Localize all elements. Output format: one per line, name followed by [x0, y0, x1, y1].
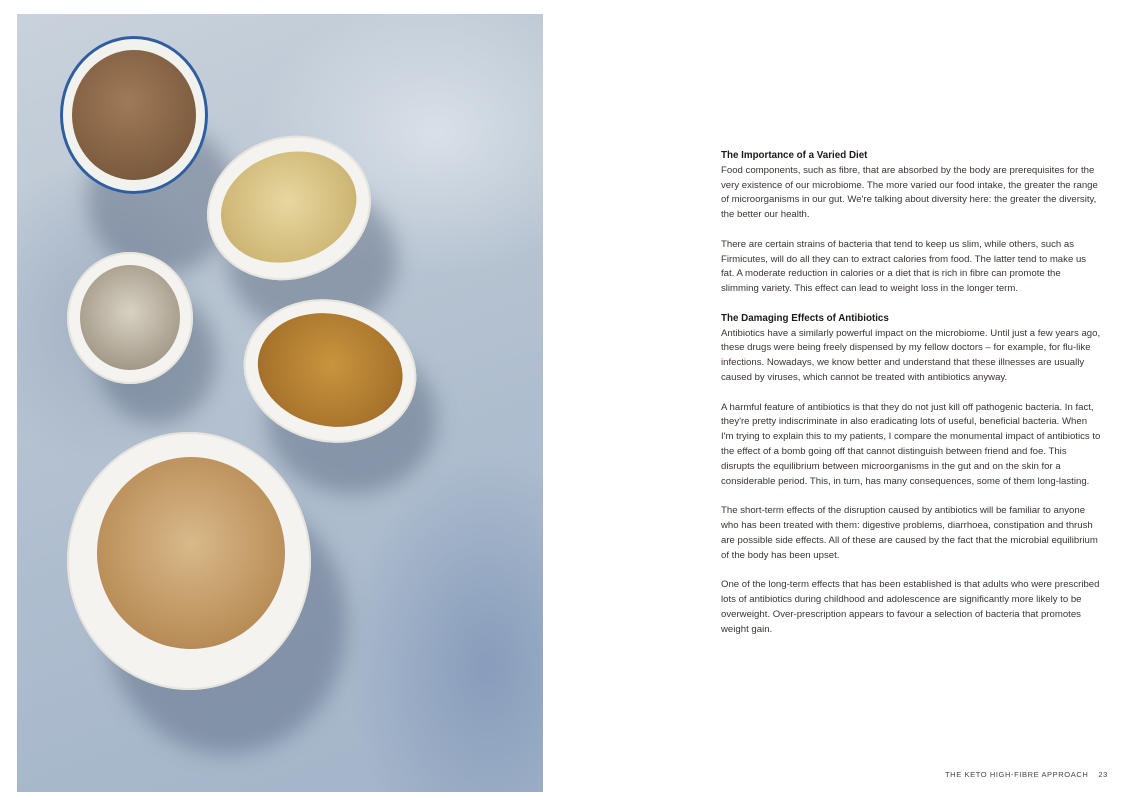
section-heading: The Importance of a Varied Diet: [721, 150, 868, 161]
paragraph: Antibiotics have a similarly powerful impact on the microbiome. Until just a few years ago, these drugs were being freely dispensed by my fellow doctors – for example, for flu-like infections. Nowadays, we know better and understand that these illnesses are usually caused by viruses, which cannot be treated with antibiotics anyway.: [721, 327, 1101, 383]
paragraph: The short-term effects of the disruption caused by antibiotics will be familiar to anyone who has been treated with them: digestive problems, diarrhoea, constipation and thrush are possible side effects. All of these are caused by the fact that the microbial equilibrium of the body has been upset.: [721, 505, 1098, 561]
body-text: [721, 149, 1101, 652]
lentils-bowl: [60, 36, 208, 194]
text-page: [568, 0, 1136, 800]
page-number: 23: [1098, 770, 1108, 779]
paragraph: There are certain strains of bacteria that tend to keep us slim, while others, such as Firmicutes, will do all they can to extract calories from food. The latter tend to make us fat. A moderate reduction in calories or a diet that is rich in fibre can promote the slimming variety. This effect can lead to weight loss in the longer term.: [721, 238, 1087, 295]
sunflower-seeds-bowl: [67, 252, 193, 384]
spelt-bowl: [67, 432, 311, 690]
running-title: THE KETO HIGH-FIBRE APPROACH: [945, 770, 1089, 779]
paragraph: One of the long-term effects that has been established is that adults who were prescribed lots of antibiotics during childhood and adolescence are significantly more likely to be overweight. Over-prescription appears to favour a selection of bacteria that promotes weight gain.: [721, 579, 1100, 635]
page-footer: [945, 770, 1108, 779]
paragraph: A harmful feature of antibiotics is that they do not just kill off pathogenic bacteria. In fact, they're pretty indiscriminate in also eradicating lots of useful, beneficial bacteria. When I'm trying to explain this to my patients, I compare the monumental impact of antibiotics to the effect of a bomb going off that cannot distinguish between friend and foe. This disrupts the equilibrium between microorganisms in the gut and on the skin for a considerable period. This, in turn, has many consequences, some of them long-lasting.: [721, 401, 1101, 487]
grains-photo: [17, 14, 543, 792]
section-heading: The Damaging Effects of Antibiotics: [721, 312, 889, 324]
paragraph: Food components, such as fibre, that are absorbed by the body are prerequisites for the very existence of our microbiome. The more varied our food intake, the greater the range of microorganisms in our gut. We're talking about diversity here: the greater the diversity, the better our health.: [721, 164, 1098, 221]
